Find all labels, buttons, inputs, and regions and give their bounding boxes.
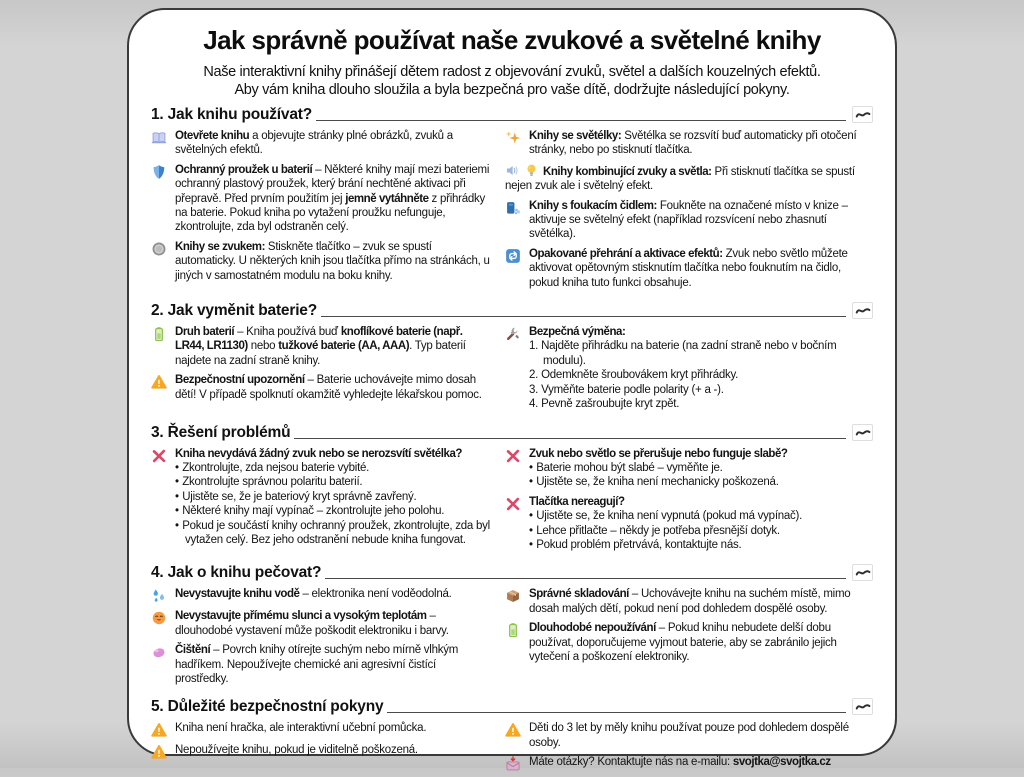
list-item bbox=[505, 163, 873, 194]
item-icon-column bbox=[151, 325, 170, 368]
text-segment: nebo bbox=[247, 340, 279, 353]
text-segment: Zvuk nebo světlo můžete aktivovat opětovným stisknutím tlačítka nebo fouknutím na čidlo, pokud kniha tuto funkci obsahuje. bbox=[529, 247, 848, 289]
number-label: 3. bbox=[529, 383, 539, 396]
column bbox=[151, 587, 491, 691]
text-segment-bold: Správné skladování bbox=[529, 588, 629, 601]
item-paragraph bbox=[529, 621, 873, 664]
text-segment-bold: Knihy s foukacím čidlem: bbox=[529, 199, 657, 212]
item-paragraph bbox=[175, 721, 491, 735]
list-item bbox=[151, 609, 491, 638]
bullet-dot-icon: • bbox=[175, 476, 183, 489]
text-segment-bold: Bezpečná výměna: bbox=[529, 326, 626, 339]
item-text bbox=[175, 373, 491, 402]
section-columns bbox=[151, 325, 873, 416]
text-segment-bold: Ochranný proužek u baterií bbox=[175, 163, 313, 176]
numbered-item bbox=[529, 397, 873, 411]
item-text bbox=[529, 495, 873, 553]
text-segment-bold: Nevystavujte přímému slunci a vysokým teplotám bbox=[175, 610, 427, 623]
item-paragraph bbox=[529, 721, 873, 750]
intro-text bbox=[151, 63, 873, 99]
item-icon-column bbox=[151, 587, 170, 604]
page-title: Jak správně používat naše zvukové a světelné knihy bbox=[203, 25, 821, 55]
item-text bbox=[175, 447, 491, 548]
text-segment-bold: tužkové baterie (AA, AAA) bbox=[278, 340, 410, 353]
section-title: 1. Jak knihu používat? bbox=[151, 106, 312, 123]
text-segment: Máte otázky? Kontaktujte nás na e-mailu: bbox=[529, 756, 733, 769]
item-icon-column bbox=[151, 373, 170, 402]
battery-icon bbox=[151, 326, 170, 342]
item-icon-column bbox=[505, 621, 524, 664]
section-columns bbox=[151, 721, 873, 777]
item-icon-column bbox=[151, 609, 170, 638]
bullet-dot-icon: • bbox=[175, 490, 183, 503]
section-rule bbox=[321, 316, 846, 317]
bullet-dot-icon: • bbox=[529, 461, 537, 474]
item-icon-column bbox=[151, 447, 170, 548]
section-rule bbox=[325, 578, 846, 579]
text-segment-bold: Čištění bbox=[175, 644, 211, 657]
bullet-item bbox=[529, 524, 873, 538]
bullet-text: Lehce přitlačte – někdy je potřeba přesnější dotyk. bbox=[536, 524, 780, 537]
list-item bbox=[151, 373, 491, 402]
text-segment-bold: Knihy se světélky: bbox=[529, 130, 622, 142]
item-icon-column bbox=[505, 755, 524, 772]
item-paragraph bbox=[175, 129, 491, 158]
list-item bbox=[505, 325, 873, 411]
item-icon-column bbox=[151, 129, 170, 158]
text-segment: – dlouhodobé vystavení může poškodit elektroniku i barvy. bbox=[175, 610, 449, 637]
text-segment: – Pokud knihu nebudete delší dobu používat, doporučujeme vyjmout baterie, aby se zabránilo jejich vytečení a poškození elektroniky. bbox=[529, 622, 837, 663]
column bbox=[151, 325, 491, 416]
item-paragraph bbox=[529, 495, 873, 509]
section-columns bbox=[151, 587, 873, 691]
item-paragraph bbox=[175, 643, 491, 686]
x-mark-icon bbox=[505, 496, 524, 512]
numbered-text: Pevně zašroubujte kryt zpět. bbox=[541, 398, 680, 411]
intro-line-2: Aby vám kniha dlouho sloužila a byla bezpečná pro vaše dítě, dodržujte následující pokyny. bbox=[234, 82, 790, 98]
list-item bbox=[505, 129, 873, 158]
warning-icon bbox=[505, 722, 524, 738]
item-text bbox=[175, 163, 491, 235]
number-label: 2. bbox=[529, 369, 539, 382]
sparkles-icon bbox=[505, 130, 524, 146]
text-segment: a objevujte stránky plné obrázků, zvuků a světelných efektů. bbox=[175, 130, 453, 157]
repeat-icon bbox=[505, 248, 524, 264]
tools-icon bbox=[505, 326, 524, 342]
item-icon-column bbox=[505, 495, 524, 553]
bullet-dot-icon: • bbox=[529, 538, 537, 551]
bulb-icon bbox=[524, 166, 543, 178]
battery-icon bbox=[505, 622, 524, 638]
number-label: 1. bbox=[529, 340, 539, 353]
column bbox=[505, 325, 873, 416]
item-paragraph bbox=[529, 587, 873, 616]
item-icon-column bbox=[505, 199, 524, 242]
instruction-card bbox=[127, 8, 897, 769]
x-mark-icon bbox=[151, 448, 170, 464]
text-segment-bold: Nevystavujte knihu vodě bbox=[175, 588, 300, 601]
bullet-item bbox=[529, 538, 873, 552]
droplets-icon bbox=[151, 588, 170, 604]
bullet-text: Baterie mohou být slabé – vyměňte je. bbox=[536, 461, 723, 474]
text-segment: – Uchovávejte knihu na suchém místě, mimo dosah malých dětí, pokud není pod dohledem dospělé osoby. bbox=[529, 588, 851, 615]
list-item bbox=[505, 755, 873, 772]
section-columns bbox=[151, 447, 873, 558]
item-paragraph bbox=[175, 163, 491, 235]
section-rule bbox=[294, 438, 846, 439]
item-paragraph bbox=[175, 373, 491, 402]
text-segment: Při stisknutí tlačítka se spustí nejen zvuk ale i světelný efekt. bbox=[505, 165, 855, 193]
item-text bbox=[529, 621, 873, 664]
list-item bbox=[151, 587, 491, 604]
section-header bbox=[151, 564, 873, 582]
list-item bbox=[505, 247, 873, 290]
numbered-text: Najděte přihrádku na baterie (na zadní straně nebo v bočním modulu). bbox=[541, 340, 837, 367]
section-header bbox=[151, 424, 873, 442]
section-title: 3. Řešení problémů bbox=[151, 423, 291, 441]
section-header bbox=[151, 698, 873, 716]
bullet-dot-icon: • bbox=[529, 510, 537, 523]
item-icon-column bbox=[151, 643, 170, 686]
text-segment: Foukněte na označené místo v knize – aktivuje se světelný efekt (například rozsvícení nebo zhasnutí světélka). bbox=[529, 199, 848, 241]
bullet-item bbox=[175, 461, 491, 475]
item-text bbox=[175, 325, 491, 368]
bullet-item bbox=[175, 504, 491, 518]
item-paragraph bbox=[175, 240, 491, 283]
item-text bbox=[529, 447, 873, 490]
item-icon-column bbox=[151, 721, 170, 738]
bullet-dot-icon: • bbox=[175, 505, 183, 518]
section-rule bbox=[387, 712, 846, 713]
item-icon-column bbox=[151, 743, 170, 760]
text-segment: . Typ baterií najdete na zadní straně knihy. bbox=[175, 340, 466, 367]
list-item bbox=[151, 325, 491, 368]
section bbox=[151, 564, 873, 691]
numbered-text: Odemkněte šroubovákem kryt přihrádky. bbox=[541, 369, 739, 382]
package-icon bbox=[505, 588, 524, 604]
shield-icon bbox=[151, 164, 170, 180]
warning-icon bbox=[151, 374, 170, 390]
bullet-text: Ujistěte se, že je bateriový kryt správně zavřený. bbox=[182, 490, 417, 503]
column bbox=[505, 587, 873, 691]
list-item bbox=[505, 447, 873, 490]
numbered-item bbox=[529, 339, 873, 368]
bullet-item bbox=[529, 461, 873, 475]
column bbox=[505, 721, 873, 777]
sponge-icon bbox=[151, 644, 170, 660]
blow-sensor-icon bbox=[505, 200, 524, 216]
item-icon-column bbox=[505, 447, 524, 490]
item-paragraph bbox=[529, 755, 873, 769]
item-text bbox=[175, 129, 491, 158]
item-paragraph bbox=[175, 609, 491, 638]
bullet-item bbox=[529, 475, 873, 489]
text-segment: Světélka se rozsvítí buď automaticky při otočení stránky, nebo po stisknutí tlačítka. bbox=[529, 130, 857, 157]
item-icon-column bbox=[505, 587, 524, 616]
section bbox=[151, 698, 873, 777]
bullet-dot-icon: • bbox=[529, 476, 537, 489]
text-segment-bold: Knihy kombinující zvuky a světla: bbox=[543, 165, 712, 178]
item-text bbox=[175, 721, 491, 738]
item-paragraph bbox=[175, 587, 491, 601]
numbered-item bbox=[529, 383, 873, 397]
item-text bbox=[529, 721, 873, 750]
text-segment-bold: Kniha nevydává žádný zvuk nebo se nerozsvítí světélka? bbox=[175, 447, 462, 460]
intro-line-1: Naše interaktivní knihy přinášejí dětem radost z objevování zvuků, světel a dalších kouzelných efektů. bbox=[203, 64, 821, 80]
text-segment: – Baterie uchovávejte mimo dosah dětí! V případě spolknutí okamžitě vyhledejte lékařskou pomoc. bbox=[175, 374, 482, 401]
text-segment-bold: Bezpečnostní upozornění bbox=[175, 374, 305, 387]
text-segment: Stiskněte tlačítko – zvuk se spustí automaticky. U některých knih jsou tlačítka přímo na stránkách, u jiných v samostatném modulu na boku knihy. bbox=[175, 240, 490, 282]
text-segment-bold: Knihy se zvukem: bbox=[175, 240, 265, 253]
list-item bbox=[151, 163, 491, 235]
squiggle-icon bbox=[852, 424, 873, 441]
item-text bbox=[175, 743, 491, 760]
section bbox=[151, 424, 873, 558]
warning-icon bbox=[151, 744, 170, 760]
bullet-item bbox=[529, 509, 873, 523]
item-paragraph bbox=[175, 447, 491, 461]
item-paragraph bbox=[505, 163, 873, 194]
numbered-text: Vyměňte baterie podle polarity (+ a -). bbox=[541, 383, 724, 396]
item-paragraph bbox=[529, 129, 873, 158]
section-title: 4. Jak o knihu pečovat? bbox=[151, 564, 322, 582]
text-segment-bold: Otevřete knihu bbox=[175, 130, 250, 142]
text-segment-bold: svojtka@svojtka.cz bbox=[732, 756, 831, 769]
section bbox=[151, 302, 873, 416]
item-text bbox=[529, 247, 873, 290]
section-rule bbox=[316, 120, 846, 121]
item-icon-column bbox=[505, 247, 524, 290]
item-text bbox=[529, 755, 873, 772]
squiggle-icon bbox=[852, 302, 873, 319]
list-item bbox=[151, 721, 491, 738]
bullet-text: Ujistěte se, že kniha není vypnutá (pokud má vypínač). bbox=[536, 510, 803, 523]
item-icon-column bbox=[505, 325, 524, 411]
text-segment-bold: Dlouhodobé nepoužívání bbox=[529, 622, 656, 635]
section-title: 2. Jak vyměnit baterie? bbox=[151, 302, 317, 320]
item-icon-column bbox=[151, 240, 170, 283]
numbered-item bbox=[529, 368, 873, 382]
bullet-text: Zkontrolujte, zda nejsou baterie vybité. bbox=[182, 461, 370, 474]
column bbox=[505, 447, 873, 558]
item-paragraph bbox=[175, 325, 491, 368]
text-segment: – Některé knihy mají mezi bateriemi ochranný plastový proužek, který brání nechtěné aktivaci při přepravě. Před prvním použitím jej bbox=[175, 163, 490, 205]
item-text bbox=[529, 325, 873, 411]
open-book-icon bbox=[151, 130, 170, 146]
list-item bbox=[505, 495, 873, 553]
text-segment: Nepoužívejte knihu, pokud je viditelně poškozená. bbox=[175, 744, 418, 757]
number-label: 4. bbox=[529, 398, 539, 411]
item-paragraph bbox=[529, 247, 873, 290]
text-segment: Kniha není hračka, ale interaktivní učební pomůcka. bbox=[175, 722, 427, 735]
list-item bbox=[505, 199, 873, 242]
section-header bbox=[151, 106, 873, 124]
item-icon-column bbox=[505, 129, 524, 158]
text-segment: – elektronika není voděodolná. bbox=[299, 588, 452, 601]
item-paragraph bbox=[529, 447, 873, 461]
item-paragraph bbox=[529, 325, 873, 339]
warning-icon bbox=[151, 722, 170, 738]
squiggle-icon bbox=[852, 564, 873, 581]
text-segment-bold: Zvuk nebo světlo se přerušuje nebo funguje slabě? bbox=[529, 447, 788, 460]
section bbox=[151, 106, 873, 295]
bullet-text: Některé knihy mají vypínač – zkontrolujte jeho polohu. bbox=[182, 505, 445, 518]
hot-face-icon bbox=[151, 610, 170, 626]
bullet-item bbox=[175, 475, 491, 489]
speaker-icon bbox=[505, 166, 524, 178]
item-icon-column bbox=[151, 163, 170, 235]
column bbox=[151, 721, 491, 777]
bullet-item bbox=[175, 490, 491, 504]
bullet-dot-icon: • bbox=[175, 461, 183, 474]
list-item bbox=[151, 743, 491, 760]
button-icon bbox=[151, 241, 170, 257]
item-text bbox=[175, 240, 491, 283]
bullet-dot-icon: • bbox=[529, 524, 537, 537]
bullet-text: Zkontrolujte správnou polaritu baterií. bbox=[182, 476, 363, 489]
list-item bbox=[151, 129, 491, 158]
text-segment: z přihrádky na baterie. Pokud kniha po vytažení proužku nefunguje, zkontrolujte, zda byl odstraněn celý. bbox=[175, 192, 486, 234]
text-segment-bold: Tlačítka nereagují? bbox=[529, 495, 625, 508]
column bbox=[151, 447, 491, 558]
text-segment-bold: knoflíkové baterie (např. LR44, LR1130) bbox=[175, 326, 463, 353]
item-icon-column bbox=[505, 721, 524, 750]
section-columns bbox=[151, 129, 873, 295]
text-segment: – Kniha používá buď bbox=[234, 326, 341, 339]
x-mark-icon bbox=[505, 448, 524, 464]
item-paragraph bbox=[175, 743, 491, 757]
column bbox=[505, 129, 873, 295]
column bbox=[151, 129, 491, 295]
item-text bbox=[175, 643, 491, 686]
mail-icon bbox=[505, 756, 524, 772]
list-item bbox=[505, 721, 873, 750]
item-text bbox=[529, 129, 873, 158]
list-item bbox=[151, 447, 491, 548]
bullet-text: Pokud problém přetrvává, kontaktujte nás. bbox=[536, 538, 742, 551]
text-segment-bold: Druh baterií bbox=[175, 326, 235, 339]
item-paragraph bbox=[529, 199, 873, 242]
item-text bbox=[175, 587, 491, 604]
item-text bbox=[505, 163, 873, 194]
bullet-text: Ujistěte se, že kniha není mechanicky poškozená. bbox=[536, 476, 779, 489]
list-item bbox=[505, 587, 873, 616]
bullet-dot-icon: • bbox=[175, 519, 183, 532]
squiggle-icon bbox=[852, 698, 873, 715]
list-item bbox=[505, 621, 873, 664]
list-item bbox=[151, 240, 491, 283]
item-text bbox=[529, 587, 873, 616]
sections-container bbox=[151, 106, 873, 777]
squiggle-icon bbox=[852, 106, 873, 123]
bullet-text: Pokud je součástí knihy ochranný proužek, zkontrolujte, zda byl vytažen celý. Bez jeho odstranění nebude kniha fungovat. bbox=[182, 519, 490, 546]
list-item bbox=[151, 643, 491, 686]
text-segment-bold: Opakované přehrání a aktivace efektů: bbox=[529, 247, 723, 260]
item-text bbox=[175, 609, 491, 638]
text-segment: Děti do 3 let by měly knihu používat pouze pod dohledem dospělé osoby. bbox=[529, 722, 849, 749]
section-header bbox=[151, 302, 873, 320]
text-segment: – Povrch knihy otírejte suchým nebo mírně vlhkým hadříkem. Nepoužívejte chemické ani agresivní čistící prostředky. bbox=[175, 644, 459, 685]
item-text bbox=[529, 199, 873, 242]
section-title: 5. Důležité bezpečnostní pokyny bbox=[151, 698, 384, 716]
text-segment-bold: jemně vytáhněte bbox=[345, 192, 429, 205]
bullet-item bbox=[175, 519, 491, 548]
